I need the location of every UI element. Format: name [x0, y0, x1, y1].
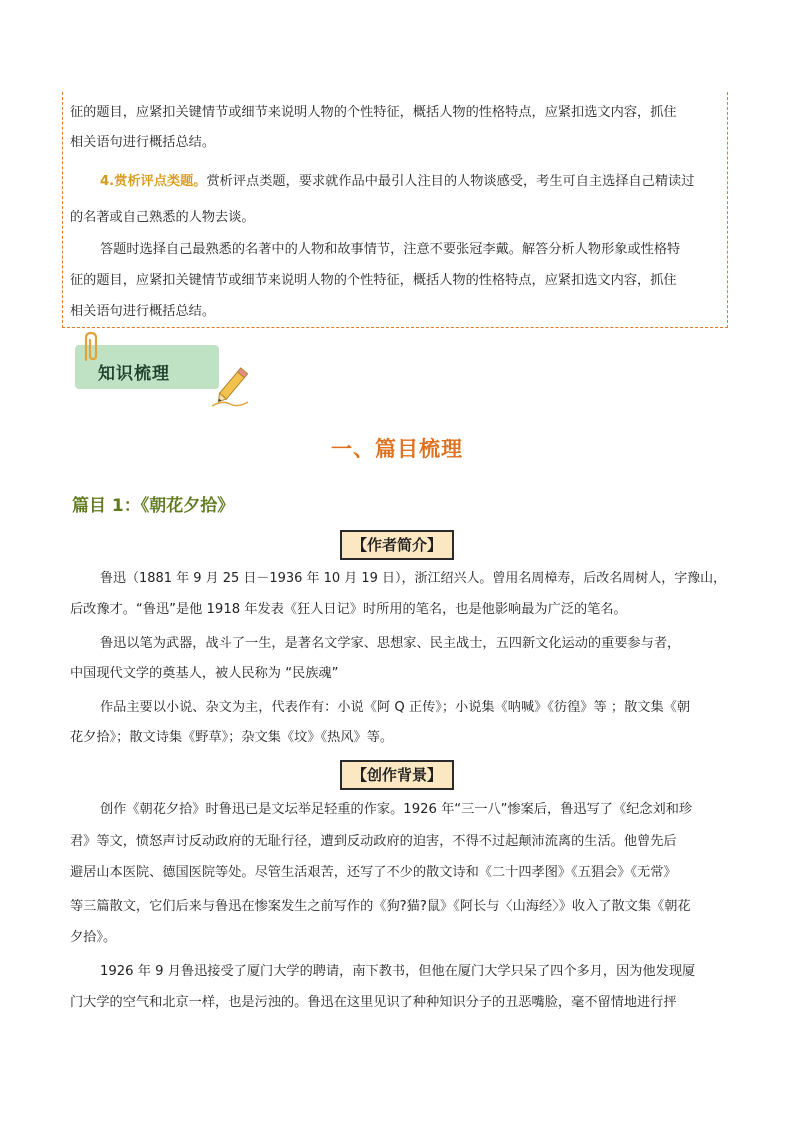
author-line: 中国现代文学的奠基人，被人民称为 “民族魂”	[70, 666, 339, 681]
main-title: 一、篇目梳理	[331, 437, 463, 461]
pencil-icon	[208, 360, 258, 410]
background-line: 君》等文，愤怒声讨反动政府的无耻行径，遭到反动政府的迫害，不得不过起颠沛流离的生活。他曾先后	[70, 834, 677, 849]
tips-line: 相关语句进行概括总结。	[70, 304, 216, 319]
author-heading-box: 【作者简介】	[340, 530, 454, 560]
tips-line: 的名著或自己熟悉的人物去谈。	[70, 210, 255, 225]
author-line: 花夕拾》；散文诗集《野草》；杂文集《坟》《热风》等。	[70, 730, 394, 745]
tip4-text: 赏析评点类题，要求就作品中最引人注目的人物谈感受，考生可自主选择自己精读过	[206, 174, 695, 189]
tips-line: 征的题目，应紧扣关键情节或细节来说明人物的个性特征，概括人物的性格特点，应紧扣选文内容，抓住	[70, 273, 677, 288]
background-line: 夕拾》。	[70, 930, 117, 945]
background-line: 门大学的空气和北京一样，也是污浊的。鲁迅在这里见识了种种知识分子的丑恶嘴脸，毫不留情地进行抨	[70, 995, 677, 1010]
author-line: 鲁迅（1881 年 9 月 25 日－1936 年 10 月 19 日），浙江绍兴人。曾用名周樟寿，后改名周树人，字豫山，	[100, 571, 727, 586]
background-line: 避居山本医院、德国医院等处。尽管生活艰苦，还写了不少的散文诗和《二十四孝图》《五猖会》《无常》	[70, 865, 677, 880]
article-title: 篇目 1：《朝花夕拾》	[72, 496, 235, 516]
tips-line: 相关语句进行概括总结。	[70, 135, 216, 150]
section-tag-label: 知识梳理	[98, 364, 170, 384]
tips-item-4	[100, 172, 694, 192]
author-line: 鲁迅以笔为武器，战斗了一生，是著名文学家、思想家、民主战士，五四新文化运动的重要参与者，	[100, 636, 681, 651]
tips-line: 征的题目，应紧扣关键情节或细节来说明人物的个性特征，概括人物的性格特点，应紧扣选文内容，抓住	[70, 105, 677, 120]
author-line: 作品主要以小说、杂文为主，代表作有：小说《阿 Q 正传》；小说集《呐喊》《彷徨》等 ；散文集《朝	[100, 700, 691, 715]
background-line: 等三篇散文，它们后来与鲁迅在惨案发生之前写作的《狗?猫?鼠》《阿长与〈山海经〉》收入了散文集《朝花	[70, 899, 691, 914]
tip4-label: 4.赏析评点类题。	[100, 174, 207, 189]
background-heading-box: 【创作背景】	[340, 760, 454, 790]
tips-line: 答题时选择自己最熟悉的名著中的人物和故事情节，注意不要张冠李戴。解答分析人物形象或性格特	[100, 242, 681, 257]
background-line: 创作《朝花夕拾》时鲁迅已是文坛举足轻重的作家。1926 年“三一八”惨案后，鲁迅写了《纪念刘和珍	[100, 802, 693, 817]
background-line: 1926 年 9 月鲁迅接受了厦门大学的聘请，南下教书，但他在厦门大学只呆了四个多月，因为他发现厦	[100, 964, 696, 979]
author-line: 后改豫才。“鲁迅”是他 1918 年发表《狂人日记》时所用的笔名，也是他影响最为广泛的笔名。	[70, 602, 627, 617]
